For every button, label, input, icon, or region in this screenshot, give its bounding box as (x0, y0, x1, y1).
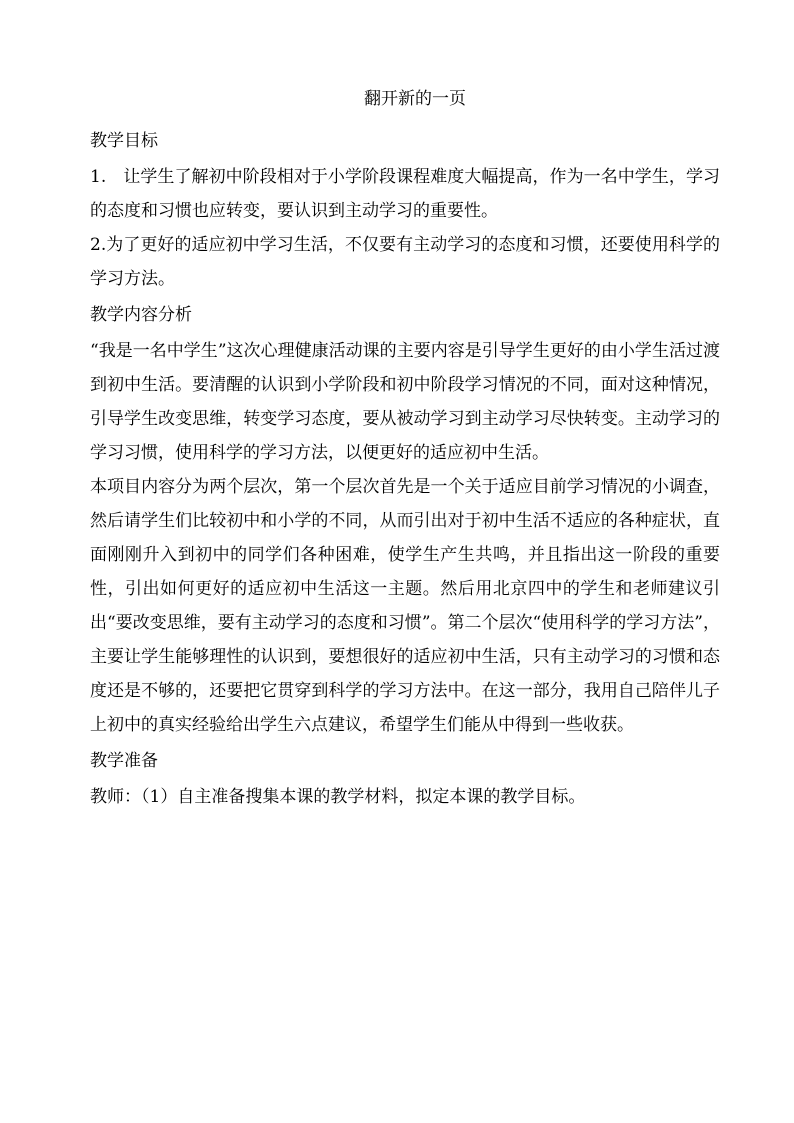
content-analysis-paragraph-1: “我是一名中学生”这次心理健康活动课的主要内容是引导学生更好的由小学生活过渡到初中生活。要清醒的认识到小学阶段和初中阶段学习情况的不同，面对这种情况，引导学生改变思维，转变学习态度，要从被动学习到主动学习尽快转变。主动学习的学习习惯，使用科学的学习方法，以便更好的适应初中生活。 (90, 341, 720, 463)
goal-item-1: 1. 让学生了解初中阶段相对于小学阶段课程难度大幅提高，作为一名中学生，学习的态度和习惯也应转变，要认识到主动学习的重要性。 (90, 167, 720, 221)
section-heading-preparation: 教学准备 (90, 751, 158, 771)
document-page (90, 82, 720, 814)
section-heading-goals: 教学目标 (90, 131, 158, 151)
document-title: 翻开新的一页 (364, 89, 466, 109)
preparation-paragraph-1: 教师：（1）自主准备搜集本课的教学材料，拟定本课的教学目标。 (90, 787, 586, 807)
content-analysis-paragraph-2: 本项目内容分为两个层次，第一个层次首先是一个关于适应目前学习情况的小调查，然后请学生们比较初中和小学的不同，从而引出对于初中生活不适应的各种症状，直面刚刚升入到初中的同学们各种困难，使学生产生共鸣，并且指出这一阶段的重要性，引出如何更好的适应初中生活这一主题。然后用北京四中的学生和老师建议引出“要改变思维，要有主动学习的态度和习惯”。第二个层次“使用科学的学习方法”，主要让学生能够理性的认识到，要想很好的适应初中生活，只有主动学习的习惯和态度还是不够的，还要把它贯穿到科学的学习方法中。在这一部分，我用自己陪伴儿子上初中的真实经验给出学生六点建议，希望学生们能从中得到一些收获。 (90, 477, 720, 735)
section-heading-content-analysis: 教学内容分析 (90, 305, 192, 325)
goal-item-2: 2.为了更好的适应初中学习生活，不仅要有主动学习的态度和习惯，还要使用科学的学习方法。 (90, 235, 720, 289)
